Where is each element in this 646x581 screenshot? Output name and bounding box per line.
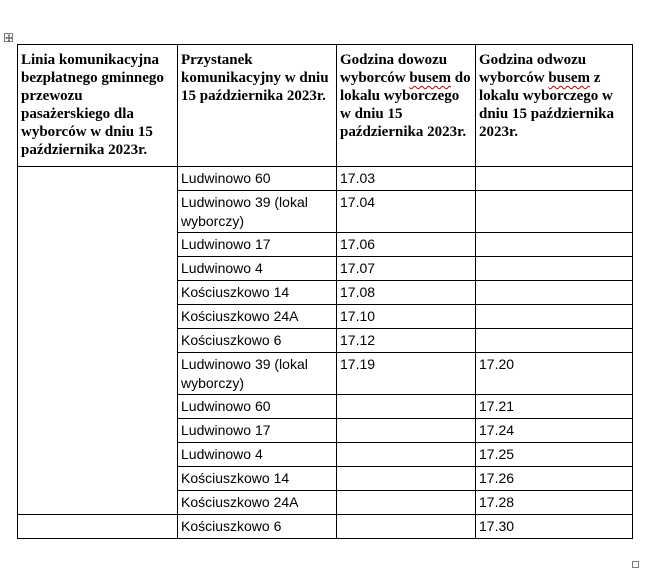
- arrival-time: 17.12: [340, 332, 376, 348]
- stop-cell[interactable]: [178, 167, 337, 191]
- header-line-text: Linia komunikacyjna bezpłatnego gminnego przewozu pasażerskiego dla wyborców w dniu 15 października 2023r.: [21, 52, 164, 158]
- stop-cell[interactable]: [178, 281, 337, 305]
- spellcheck-word: busem: [409, 70, 451, 86]
- table-resize-handle-icon[interactable]: [632, 561, 639, 568]
- departure-cell[interactable]: [476, 233, 633, 257]
- arrival-cell[interactable]: [337, 191, 476, 233]
- stop-cell[interactable]: [178, 515, 337, 539]
- stop-name: Ludwinowo 39 (lokal wyborczy): [181, 356, 308, 391]
- departure-cell[interactable]: [476, 419, 633, 443]
- stop-name: Kościuszkowo 14: [181, 470, 290, 486]
- line-cell[interactable]: [18, 515, 178, 539]
- stop-name: Ludwinowo 60: [181, 170, 271, 186]
- stop-name: Ludwinowo 4: [181, 260, 263, 276]
- departure-cell[interactable]: [476, 491, 633, 515]
- header-arrival: [337, 45, 476, 167]
- arrival-time: 17.03: [340, 170, 376, 186]
- header-line: [18, 45, 178, 167]
- stop-name: Ludwinowo 4: [181, 446, 263, 462]
- arrival-time: 17.10: [340, 308, 376, 324]
- departure-time: 17.30: [479, 518, 515, 534]
- stop-name: Ludwinowo 17: [181, 236, 271, 252]
- arrival-cell[interactable]: [337, 419, 476, 443]
- stop-cell[interactable]: [178, 233, 337, 257]
- departure-cell[interactable]: [476, 329, 633, 353]
- arrival-time: 17.04: [340, 194, 376, 210]
- arrival-cell[interactable]: [337, 443, 476, 467]
- stop-cell[interactable]: [178, 443, 337, 467]
- bus-schedule-table: [17, 44, 633, 539]
- stop-cell[interactable]: [178, 257, 337, 281]
- stop-name: Ludwinowo 60: [181, 398, 271, 414]
- stop-name: Kościuszkowo 14: [181, 284, 290, 300]
- stop-name: Kościuszkowo 6: [181, 518, 282, 534]
- arrival-cell[interactable]: [337, 305, 476, 329]
- move-arrows-icon: [5, 34, 13, 42]
- table-row: [18, 515, 633, 539]
- departure-cell[interactable]: [476, 305, 633, 329]
- arrival-time: 17.08: [340, 284, 376, 300]
- arrival-cell[interactable]: [337, 515, 476, 539]
- header-departure-text: Godzina odwozu wyborców: [479, 52, 587, 86]
- arrival-time: 17.06: [340, 236, 376, 252]
- departure-time: 17.25: [479, 446, 515, 462]
- line-cell[interactable]: [18, 167, 178, 515]
- departure-cell[interactable]: [476, 395, 633, 419]
- header-departure-text-end: z lokalu wyborczego w dniu 15 października 2023r.: [479, 70, 615, 140]
- departure-time: 17.28: [479, 494, 515, 510]
- departure-time: 17.24: [479, 422, 515, 438]
- stop-cell[interactable]: [178, 491, 337, 515]
- departure-time: 17.21: [479, 398, 515, 414]
- arrival-cell[interactable]: [337, 353, 476, 395]
- header-stop-text: Przystanek komunikacyjny w dniu 15 października 2023r.: [181, 52, 329, 104]
- stop-cell[interactable]: [178, 419, 337, 443]
- stop-cell[interactable]: [178, 191, 337, 233]
- spellcheck-word: busem: [548, 70, 590, 86]
- stop-cell[interactable]: [178, 395, 337, 419]
- departure-cell[interactable]: [476, 281, 633, 305]
- header-departure: [476, 45, 633, 167]
- header-arrival-text-end: do lokalu wyborczego w dniu 15 października 2023r.: [340, 70, 471, 140]
- departure-time: 17.20: [479, 356, 515, 372]
- stop-name: Kościuszkowo 24A: [181, 308, 299, 324]
- arrival-cell[interactable]: [337, 491, 476, 515]
- stop-cell[interactable]: [178, 353, 337, 395]
- arrival-cell[interactable]: [337, 257, 476, 281]
- header-stop: [178, 45, 337, 167]
- arrival-time: 17.07: [340, 260, 376, 276]
- arrival-cell[interactable]: [337, 167, 476, 191]
- arrival-cell[interactable]: [337, 281, 476, 305]
- departure-cell[interactable]: [476, 167, 633, 191]
- stop-cell[interactable]: [178, 329, 337, 353]
- stop-name: Ludwinowo 17: [181, 422, 271, 438]
- departure-cell[interactable]: [476, 443, 633, 467]
- arrival-cell[interactable]: [337, 467, 476, 491]
- stop-name: Kościuszkowo 24A: [181, 494, 299, 510]
- header-arrival-text: Godzina dowozu wyborców: [340, 52, 448, 86]
- table-move-handle-icon[interactable]: [4, 33, 13, 42]
- stop-name: Ludwinowo 39 (lokal wyborczy): [181, 194, 308, 229]
- stop-name: Kościuszkowo 6: [181, 332, 282, 348]
- table-header-row: [18, 45, 633, 167]
- departure-cell[interactable]: [476, 257, 633, 281]
- departure-time: 17.26: [479, 470, 515, 486]
- departure-cell[interactable]: [476, 515, 633, 539]
- arrival-cell[interactable]: [337, 233, 476, 257]
- departure-cell[interactable]: [476, 191, 633, 233]
- departure-cell[interactable]: [476, 467, 633, 491]
- arrival-cell[interactable]: [337, 395, 476, 419]
- stop-cell[interactable]: [178, 467, 337, 491]
- arrival-time: 17.19: [340, 356, 376, 372]
- departure-cell[interactable]: [476, 353, 633, 395]
- table-row: [18, 167, 633, 191]
- arrival-cell[interactable]: [337, 329, 476, 353]
- stop-cell[interactable]: [178, 305, 337, 329]
